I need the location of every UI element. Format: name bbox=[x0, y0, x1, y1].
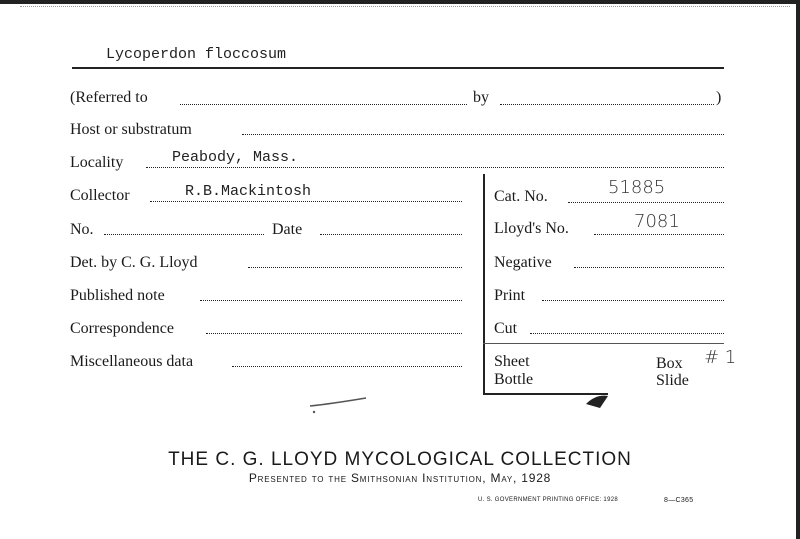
collection-subtitle: Presented to the Smithsonian Institution, May, 1928 bbox=[248, 471, 552, 485]
correspondence-dotted-line bbox=[206, 333, 462, 334]
by-dotted-line bbox=[500, 104, 714, 105]
box-left-border bbox=[483, 174, 485, 394]
negative-label: Negative bbox=[494, 254, 552, 271]
lloyds-no-value: 7081 bbox=[634, 211, 680, 232]
date-label: Date bbox=[272, 221, 303, 238]
box-divider bbox=[483, 343, 724, 344]
box-label: Box bbox=[656, 355, 683, 372]
published-note-dotted-line bbox=[200, 300, 462, 301]
specimen-name: Lycoperdon floccosum bbox=[106, 46, 287, 63]
collector-dotted-line bbox=[150, 201, 462, 202]
cut-label: Cut bbox=[494, 320, 518, 337]
bottle-label: Bottle bbox=[494, 371, 534, 388]
close-paren: ) bbox=[716, 89, 722, 106]
lloyds-no-dotted-line bbox=[594, 234, 724, 235]
collection-title: THE C. G. LLOYD MYCOLOGICAL COLLECTION bbox=[168, 449, 632, 470]
specimen-name-rule bbox=[72, 67, 724, 69]
det-by-label: Det. by C. G. Lloyd bbox=[70, 254, 198, 271]
cat-no-value: 51885 bbox=[608, 177, 666, 198]
locality-label: Locality bbox=[70, 154, 124, 171]
referred-dotted-line bbox=[180, 104, 467, 105]
slide-label: Slide bbox=[656, 372, 689, 389]
cut-dotted-line bbox=[530, 333, 724, 334]
no-dotted-line bbox=[104, 234, 264, 235]
date-dotted-line bbox=[320, 234, 462, 235]
correspondence-label: Correspondence bbox=[70, 320, 174, 337]
det-by-dotted-line bbox=[248, 267, 462, 268]
cat-no-label: Cat. No. bbox=[494, 188, 548, 205]
sheet-label: Sheet bbox=[494, 353, 530, 370]
collector-value: R.B.Mackintosh bbox=[185, 183, 312, 200]
lloyds-no-label: Lloyd's No. bbox=[494, 220, 569, 237]
scan-noise-line bbox=[20, 6, 790, 19]
ink-blot-mark bbox=[582, 388, 616, 412]
published-note-label: Published note bbox=[70, 287, 165, 304]
locality-value: Peabody, Mass. bbox=[172, 149, 299, 166]
cat-no-dotted-line bbox=[568, 202, 724, 203]
negative-dotted-line bbox=[574, 267, 724, 268]
print-label: Print bbox=[494, 287, 526, 304]
print-dotted-line bbox=[542, 300, 724, 301]
form-number: 8—C365 bbox=[664, 497, 694, 504]
locality-dotted-line bbox=[146, 167, 724, 168]
miscellaneous-dotted-line bbox=[232, 366, 462, 367]
printing-office-line: U. S. GOVERNMENT PRINTING OFFICE: 1928 bbox=[478, 497, 618, 503]
referred-label: (Referred to bbox=[70, 89, 148, 106]
by-label: by bbox=[473, 89, 489, 106]
miscellaneous-label: Miscellaneous data bbox=[70, 353, 194, 370]
host-dotted-line bbox=[242, 134, 724, 135]
collector-label: Collector bbox=[70, 187, 130, 204]
pencil-smudge-mark bbox=[300, 392, 380, 418]
box-value: # 1 bbox=[704, 347, 737, 368]
card-top-edge bbox=[0, 0, 800, 4]
no-label: No. bbox=[70, 221, 94, 238]
host-label: Host or substratum bbox=[70, 121, 192, 138]
